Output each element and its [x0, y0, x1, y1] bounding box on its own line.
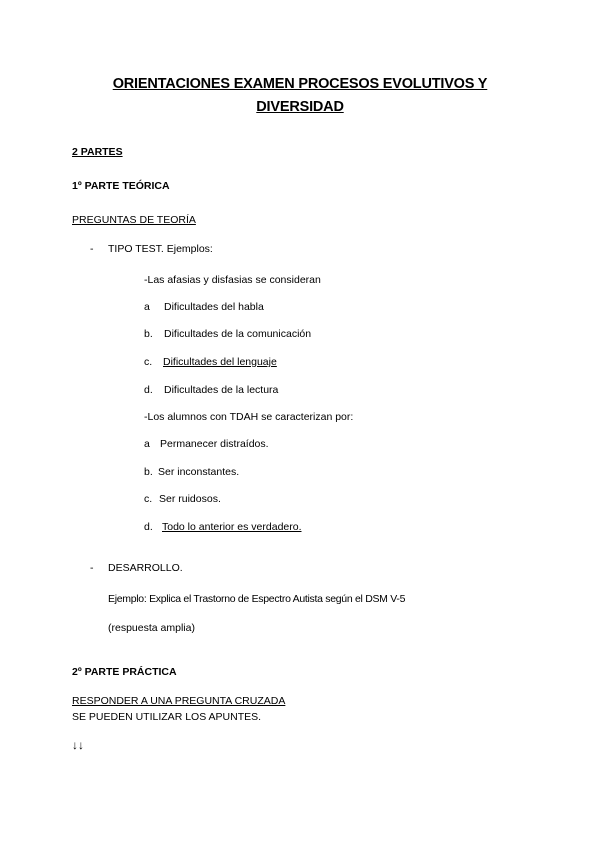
development-bullet: - [90, 562, 94, 574]
q2-option-d-letter: d. [144, 521, 153, 533]
question-2: -Los alumnos con TDAH se caracterizan por: [144, 411, 354, 423]
q1-option-d-text: Dificultades de la lectura [164, 384, 279, 396]
part2-line2: SE PUEDEN UTILIZAR LOS APUNTES. [72, 711, 262, 723]
q2-option-c-text: Ser ruidosos. [159, 493, 221, 505]
q2-option-b-letter: b. [144, 466, 153, 478]
q1-option-c-text: Dificultades del lenguaje [163, 356, 277, 368]
part1-heading: 1º PARTE TEÓRICA [72, 180, 170, 192]
q2-option-a-letter: a [144, 438, 150, 450]
q2-option-b-text: Ser inconstantes. [158, 466, 240, 478]
q2-option-c-letter: c. [144, 493, 153, 505]
q1-option-d-letter: d. [144, 384, 153, 396]
test-label: TIPO TEST. Ejemplos: [108, 243, 213, 255]
down-arrows: ↓↓ [72, 738, 84, 752]
parts-heading: 2 PARTES [72, 146, 123, 158]
development-example: Ejemplo: Explica el Trastorno de Espectro Autista según el DSM V-5 [108, 593, 406, 605]
q1-option-a-text: Dificultades del habla [164, 301, 264, 313]
development-note: (respuesta amplia) [108, 622, 195, 634]
q1-option-b-letter: b. [144, 328, 153, 340]
q1-option-a-letter: a [144, 301, 150, 313]
q1-option-b-text: Dificultades de la comunicación [164, 328, 312, 340]
theory-questions-heading: PREGUNTAS DE TEORÍA [72, 214, 196, 226]
document-title-line1: ORIENTACIONES EXAMEN PROCESOS EVOLUTIVOS Y [112, 76, 488, 92]
test-bullet: - [90, 243, 94, 255]
question-1: -Las afasias y disfasias se consideran [144, 274, 321, 286]
development-label: DESARROLLO. [108, 562, 183, 574]
part2-heading: 2º PARTE PRÁCTICA [72, 666, 177, 678]
q2-option-d-text: Todo lo anterior es verdadero. [162, 521, 302, 533]
part2-line1: RESPONDER A UNA PREGUNTA CRUZADA [72, 695, 286, 707]
q1-option-c-letter: c. [144, 356, 153, 368]
document-title-line2: DIVERSIDAD [256, 99, 344, 115]
q2-option-a-text: Permanecer distraídos. [160, 438, 269, 450]
